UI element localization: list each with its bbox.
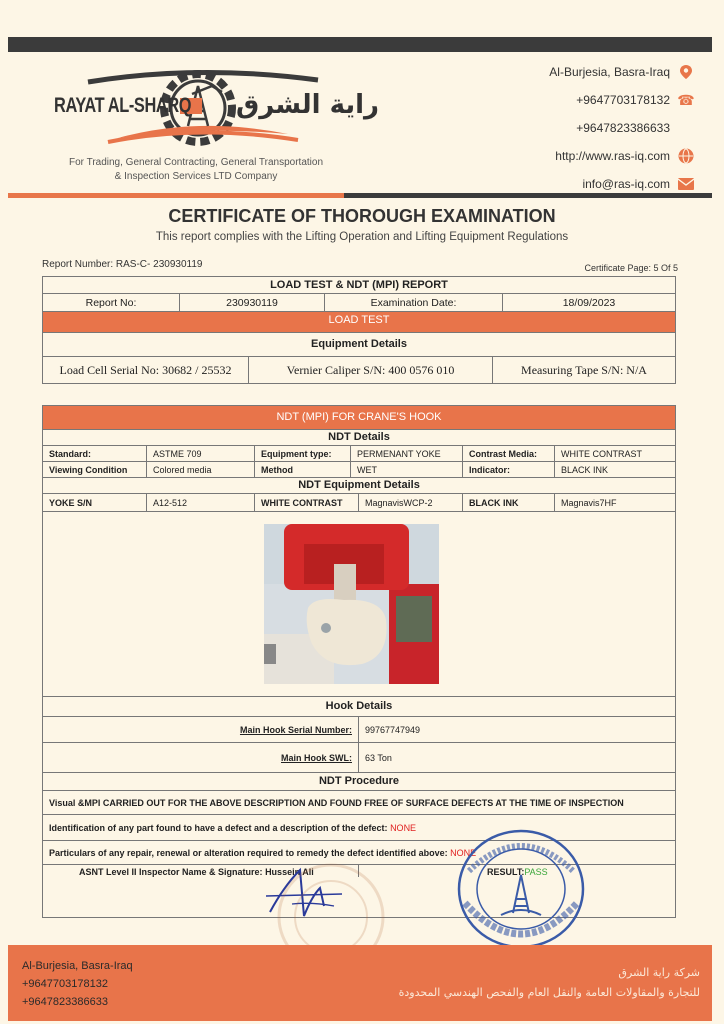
report-heading: LOAD TEST & NDT (MPI) REPORT [43, 277, 675, 294]
repair-row: Particulars of any repair, renewal or alteration required to remedy the defect identified above: NONE [43, 841, 675, 865]
report-info-row: Report No: 230930119 Examination Date: 18/09/2023 [43, 294, 675, 312]
equipment-row: Load Cell Serial No: 30682 / 25532 Vernier Caliper S/N: 400 0576 010 Measuring Tape S/N: N/A [43, 357, 675, 383]
contact-phone-1: +9647703178132 ☎ [576, 91, 695, 108]
separator-dark [344, 193, 712, 198]
separator-orange [8, 193, 344, 198]
ndt-details-row-1: Standard: ASTME 709 Equipment type: PERMENANT YOKE Contrast Media: WHITE CONTRAST [43, 446, 675, 462]
contact-info [454, 58, 694, 198]
equipment-details-heading: Equipment Details [43, 333, 675, 357]
company-stamp [455, 827, 587, 951]
inspector-name: Hussein Ali [265, 867, 314, 877]
footer-contact: Al-Burjesia, Basra-Iraq +9647703178132 +9647823386633 [22, 960, 133, 1008]
ndt-details-row-2: Viewing Condition Colored media Method WET Indicator: BLACK INK [43, 462, 675, 478]
logo-text-ar: راية الشرق [236, 90, 380, 120]
ndt-equipment-heading: NDT Equipment Details [43, 478, 675, 494]
crane-hook-photo [264, 524, 439, 684]
contact-website: http://www.ras-iq.com [454, 142, 694, 170]
procedure-row: Visual &MPI CARRIED OUT FOR THE ABOVE DESCRIPTION AND FOUND FREE OF SURFACE DEFECTS AT THE TIME OF INSPECTION [43, 791, 675, 815]
logo-text-en: RAYAT AL-SHARQ [54, 94, 192, 117]
signature-row: ASNT Level II Inspector Name & Signature: Hussein Ali RESULT: PASS [43, 865, 675, 899]
hook-details-heading: Hook Details [43, 697, 675, 717]
hook-swl-row: Main Hook SWL: 63 Ton [43, 743, 675, 773]
hook-serial-row: Main Hook Serial Number: 99767747949 [43, 717, 675, 743]
certificate-title: CERTIFICATE OF THOROUGH EXAMINATION [168, 206, 556, 226]
certificate-subtitle: This report complies with the Lifting Operation and Lifting Equipment Regulations [155, 231, 569, 243]
load-test-heading: LOAD TEST [43, 312, 675, 333]
footer-company-ar: شركة راية الشرق للتجارة والمقاولات العامة والنقل العام والفحص الهندسي المحدودة [398, 966, 700, 999]
company-description: For Trading, General Contracting, General Transportation & Inspection Services LTD Company [68, 157, 324, 182]
phone-icon: ☎ [677, 91, 695, 108]
ndt-details-heading: NDT Details [43, 430, 675, 446]
ndt-procedure-heading: NDT Procedure [43, 773, 675, 791]
defect-row: Identification of any part found to have a defect and a description of the defect: NONE [43, 815, 675, 841]
envelope-icon [678, 176, 694, 192]
result-value: PASS [524, 867, 548, 877]
contact-email: info@ras-iq.com [454, 170, 694, 198]
certificate-page: Certificate Page: 5 Of 5 [584, 263, 678, 273]
defect-value: NONE [390, 822, 417, 833]
location-pin-icon [678, 64, 694, 80]
top-bar [8, 37, 712, 52]
contact-address: Al-Burjesia, Basra-Iraq [454, 58, 694, 86]
load-test-table [42, 276, 676, 384]
contact-phone-2: +9647823386633 [576, 121, 670, 135]
ndt-heading: NDT (MPI) FOR CRANE'S HOOK [43, 406, 675, 430]
report-number: Report Number: RAS-C- 230930119 [42, 259, 203, 270]
globe-icon [678, 148, 694, 164]
repair-value: NONE [450, 847, 477, 858]
ndt-equipment-row: YOKE S/N A12-512 WHITE CONTRAST MagnavisWCP-2 BLACK INK Magnavis7HF [43, 494, 675, 512]
